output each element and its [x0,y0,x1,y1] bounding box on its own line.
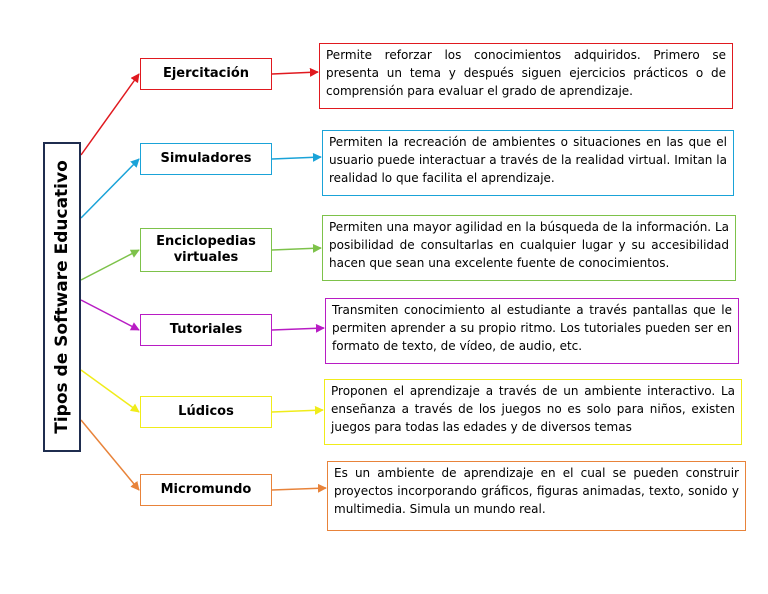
connector-root-enciclopedias [81,250,139,280]
description-simuladores [322,130,734,196]
connector-simuladores-description [272,157,321,159]
type-label: Tutoriales [169,321,243,337]
connector-root-simuladores [81,159,139,218]
connector-ludicos-description [272,410,323,412]
connector-root-ejercitacion [81,74,139,155]
description-text: Permite reforzar los conocimientos adquiridos. Primero se presenta un tema y después siguen ejercicios prácticos o de comprensión para evaluar el grado de aprendizaje. [326,48,726,98]
description-micromundo [327,461,746,531]
description-text: Proponen el aprendizaje a través de un ambiente interactivo. La enseñanza a través de los juegos no es solo para niños, existen juegos para todas las edades y de diversos temas [331,384,735,434]
connector-micromundo-description [272,488,326,490]
description-ejercitacion [319,43,733,109]
description-ludicos [324,379,742,445]
description-text: Transmiten conocimiento al estudiante a través pantallas que le permiten aprender a su propio ritmo. Los tutoriales pueden ser en formato de texto, de vídeo, de audio, etc. [332,303,732,353]
type-label: Enciclopedias virtuales [156,233,256,265]
connector-root-micromundo [81,420,139,490]
type-box-ejercitacion [140,58,272,90]
type-box-enciclopedias [140,228,272,272]
type-label: Lúdicos [178,403,234,419]
connector-tutoriales-description [272,328,324,330]
description-tutoriales [325,298,739,364]
root-box [43,142,81,452]
type-box-micromundo [140,474,272,506]
type-label: Simuladores [160,150,252,166]
connector-ejercitacion-description [272,72,318,74]
description-text: Es un ambiente de aprendizaje en el cual se pueden construir proyectos incorporando gráficos, figuras animadas, texto, sonido y multimedia. Simula un mundo real. [334,466,739,516]
root-label: Tipos de Software Educativo [52,160,72,434]
description-enciclopedias [322,215,736,281]
description-text: Permiten una mayor agilidad en la búsqueda de la información. La posibilidad de consultarlas en cualquier lugar y su accesibilidad hacen que sean una excelente fuente de conocimientos. [329,220,729,270]
type-label: Ejercitación [162,65,250,81]
type-label: Micromundo [160,481,252,497]
description-text: Permiten la recreación de ambientes o situaciones en las que el usuario puede interactuar a través de la realidad virtual. Imitan la realidad lo que facilita el aprendizaje. [329,135,727,185]
connector-enciclopedias-description [272,248,321,250]
type-box-ludicos [140,396,272,428]
type-box-simuladores [140,143,272,175]
type-box-tutoriales [140,314,272,346]
connector-root-tutoriales [81,300,139,330]
connector-root-ludicos [81,370,139,412]
